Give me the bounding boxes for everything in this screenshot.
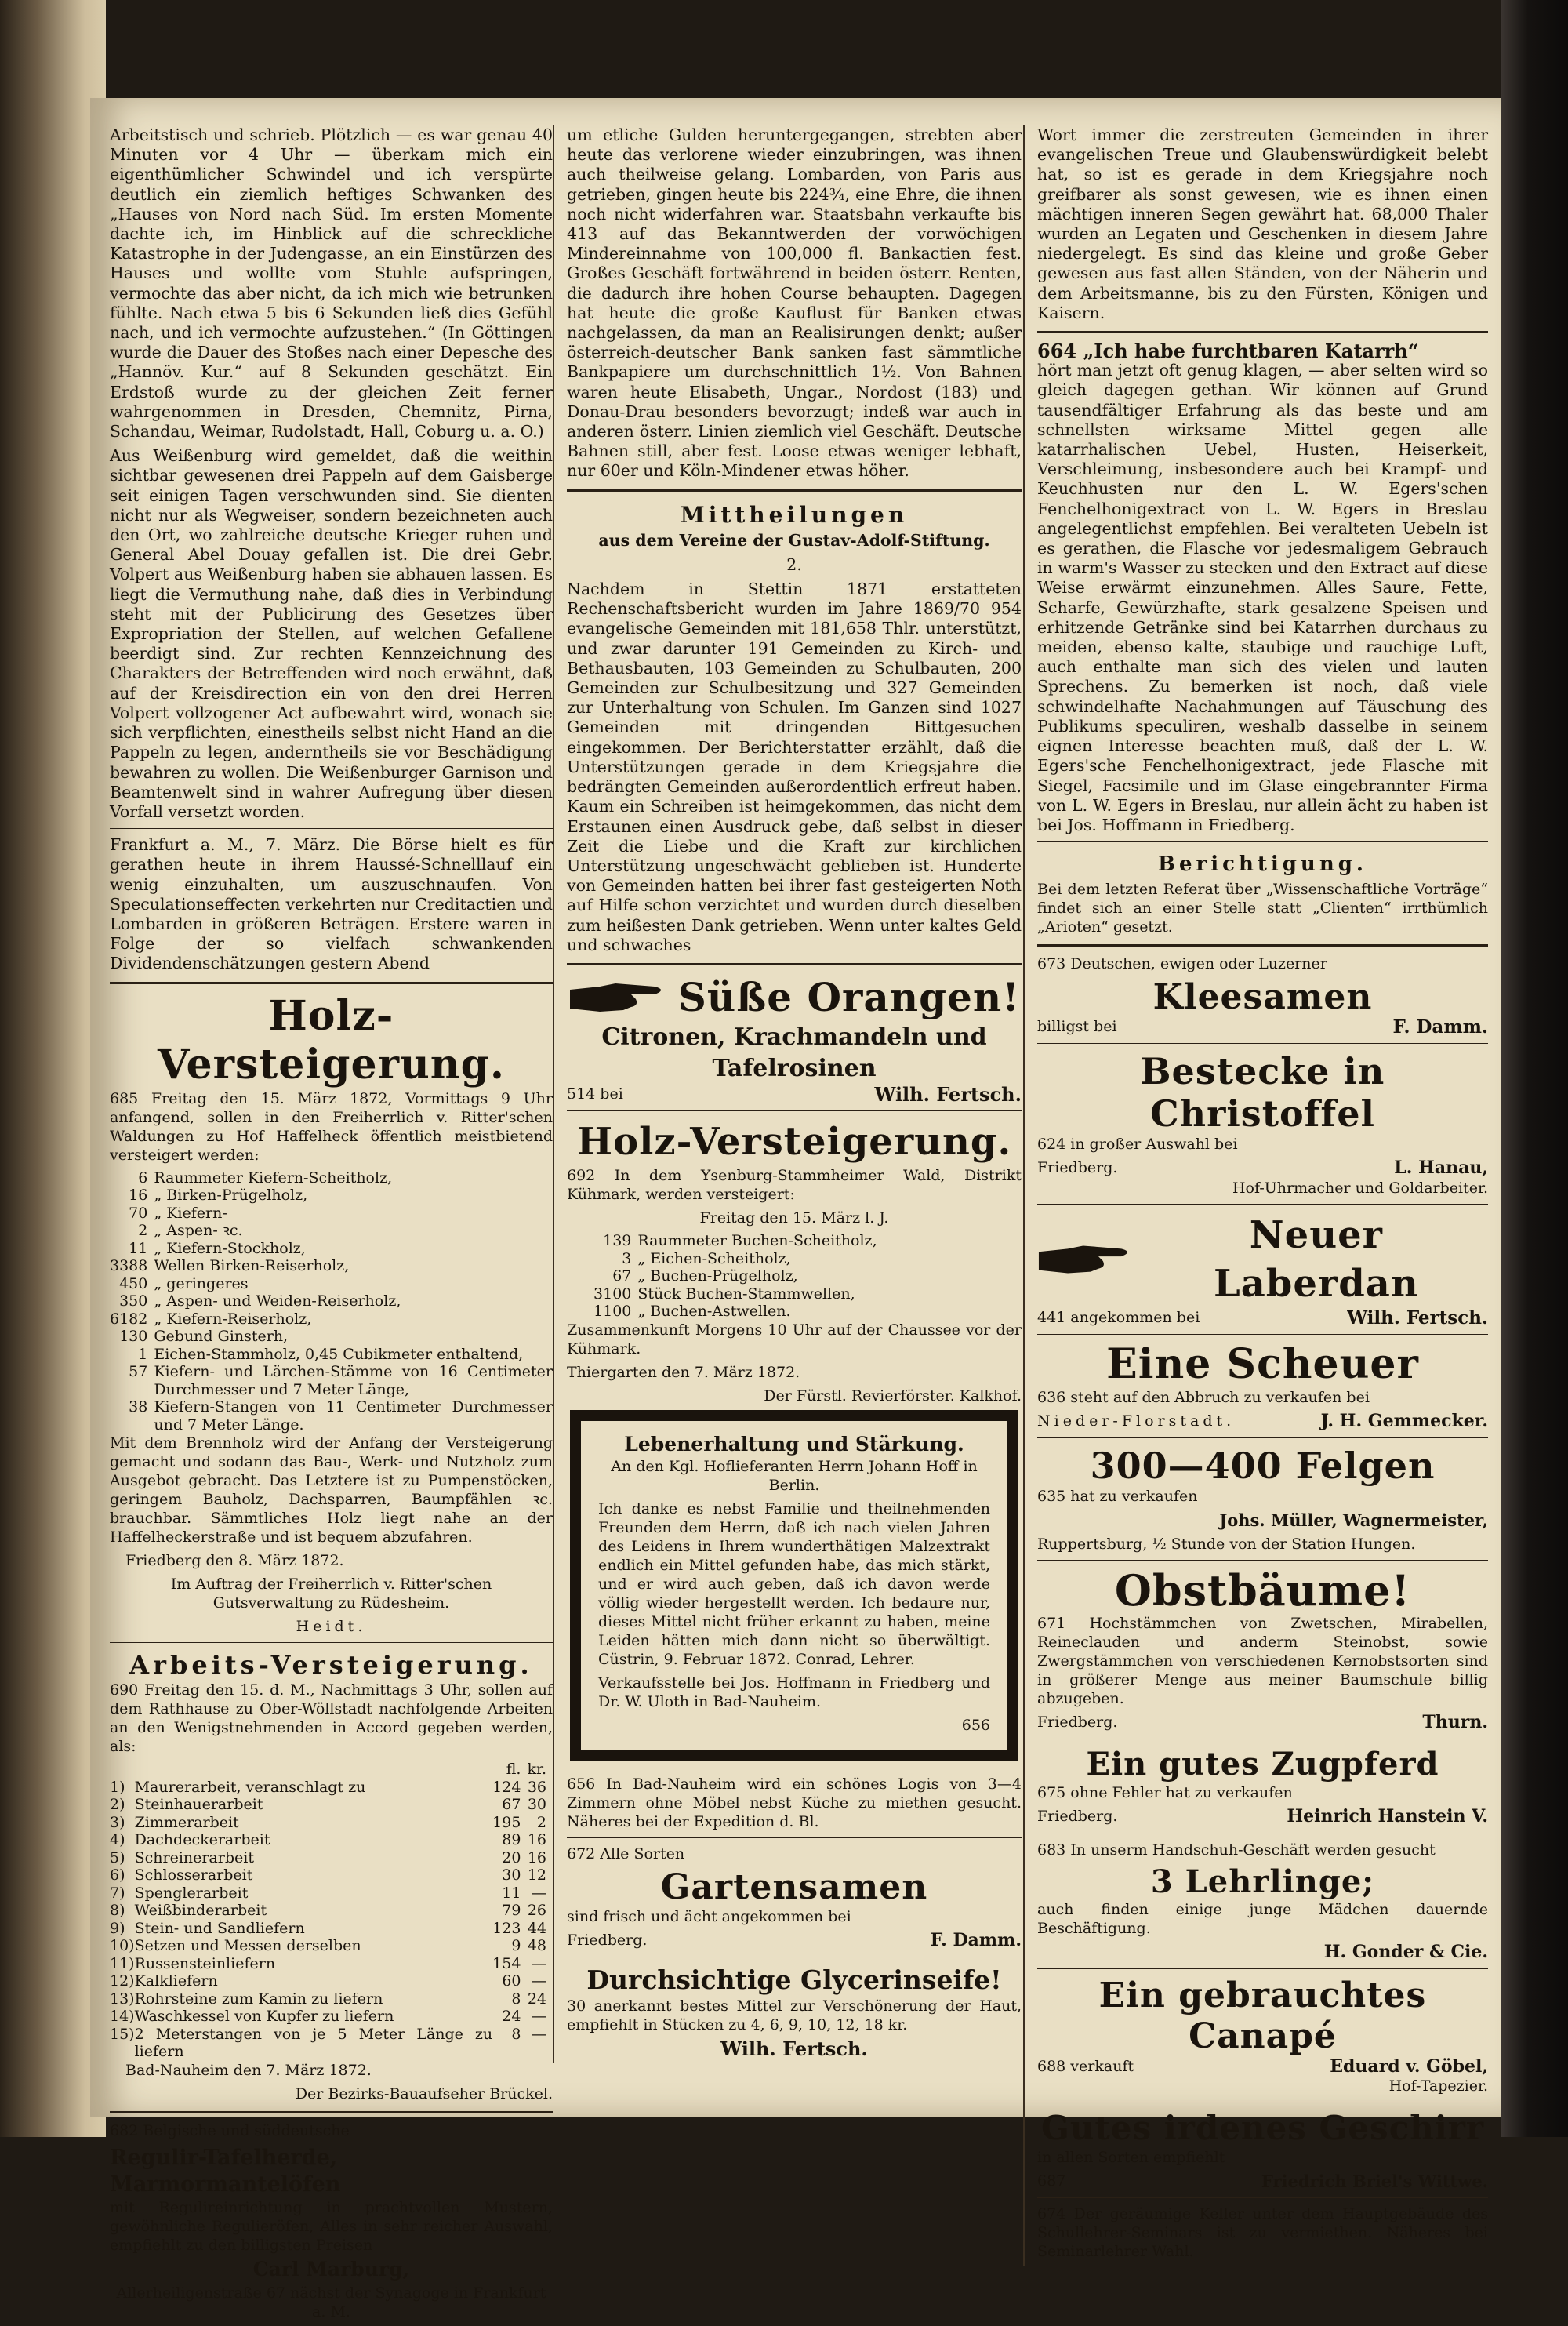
arbeits-item-cell: 8 [511,2025,521,2043]
arbeits-item-cell: 4) [110,1831,125,1849]
holz2-item-row [567,1303,1022,1321]
arbeits-item-cell: 79 [502,1902,521,1920]
arbeits-signature: Der Bezirks-Bauaufseher Brückel. [295,2084,553,2102]
arbeits-item-cell: Zimmerarbeit [134,1813,239,1831]
arbeits-item-cell: 48 [527,1937,546,1955]
mitth-heading: Mittheilungen [680,501,909,528]
col-head-fl: fl. [506,1761,521,1779]
arbeits-item-cell: 11 [502,1884,521,1902]
arbeits-item-row [110,1972,553,1990]
arbeits-item-cell: Schlosserarbeit [134,1866,253,1884]
lehr-text: auch finden einige junge Mädchen dauernde Beschäftigung. [1037,1900,1488,1937]
holz2-item-cell: 1100 [593,1303,632,1321]
divider [567,1110,1022,1111]
klee-pre: 673 Deutschen, ewigen oder Luzerner [1037,955,1327,973]
arbeits-item-row [110,1955,553,1973]
holz2-item-cell: 3100 [593,1285,632,1303]
mitth-subheading: aus dem Vereine der Gustav-Adolf-Stiftung. [598,530,990,550]
holz2-item-cell: „ Eichen-Scheitholz, [637,1249,791,1267]
holz2-list [567,1232,1022,1321]
felgen-text: 635 hat zu verkaufen [1037,1487,1198,1505]
holz-item-cell: „ Aspen- und Weiden-Reiserholz, [154,1292,401,1310]
regulir-address: Allerheiligenstraße 67 nächst der Synagoge in Frankfurt a. M. [116,2284,546,2321]
obst-heading: Obstbäume! [1114,1565,1411,1616]
divider [110,1642,553,1643]
holz-item-cell: 6182 [110,1310,148,1328]
holz2-item-row [567,1250,1022,1268]
holz2-item-cell: „ Buchen-Astwellen. [637,1303,791,1321]
garten-text: sind frisch und ächt angekommen bei [567,1907,851,1925]
arbeits-item-cell: 5) [110,1848,125,1866]
holz2-item-cell: Stück Buchen-Stammwellen, [637,1285,855,1303]
holz-item-cell: Eichen-Stammholz, 0,45 Cubikmeter enthaltend, [154,1345,524,1363]
col-head-kr: kr. [527,1761,546,1779]
holz-intro: 685 Freitag den 15. März 1872, Vormittags 9 Uhr anfangend, sollen in den Freiherrlich v. Ritter'schen Waldungen zu Hof Haffelheck öffentlich meistbietend versteigert werden: [110,1089,553,1164]
bestecke-signature: L. Hanau, [1394,1158,1488,1179]
divider [110,828,553,829]
arbeits-item-cell: 16 [527,1848,546,1866]
holz-item-cell: Gebund Ginsterh, [154,1328,289,1346]
arbeits-item-cell: — [532,2008,546,2026]
canape-footer [1037,2057,1488,2077]
obst-place: Friedberg. [1037,1714,1118,1732]
arbeits-item-cell: 11) [110,1954,135,1972]
regulir-text: mit Regulireinrichtung in prachtvollen Mustern, gewöhnliche Regulieröfen, Alles in sehr reicher Auswahl, empfiehlt zu den billigsten Preisen [110,2198,553,2254]
arbeits-item-cell: 3) [110,1813,125,1831]
arbeits-item-cell: Schreinerarbeit [134,1848,254,1866]
arbeits-table [110,1761,553,2061]
holz-date: Friedberg den 8. März 1872. [125,1552,344,1570]
klee-footer [1037,1017,1488,1037]
mitth-text: Nachdem in Stettin 1871 erstatteten Rechenschaftsbericht wurden im Jahre 1869/70 954 evangelische Gemeinden mit 181,658 Thlr. unterstützt, und zwar darunter 191 Gemeinden zu Kirch- und Bethausbauten, 103 Gemeinden zu Schulbauten, 200 Gemeinden zur Schulbesitzung und 327 Gemeinden zur Unterhaltung von Schulen. Im Ganzen sind 1027 Gemeinden mit dringenden Bittgesuchen eingekommen. Der Berichterstatter erzählt, daß die Unterstützungen gerade in dem Kriegsjahre die bedrängten Gemeinden außerordentlich erfreut haben. Kaum ein Schreiben ist heimgekommen, das nicht dem Erstaunen einen Ausdruck gebe, daß selbst in dieser Zeit die Liebe und die Kraft zur kirchlichen Unterstützung ungeschwächt geblieben ist. Hunderte von Gemeinden hatten bei ihrer fast gesteigerten Noth auf Hilfe schon verzichtet und wurden durch dieselben zum heißesten Dank getrieben. Wenn unter kaltes Geld und schwaches [567,580,1022,954]
divider [1037,944,1488,947]
obst-text: 671 Hochstämmchen von Zwetschen, Mirabellen, Reineclauden und anderm Steinobst, sowie Zwergstämmchen von verschiedenen Kernobstsorten sind in größerer Menge aus meiner Baumschule billig abzugeben. [1037,1615,1488,1708]
arbeits-item-cell: Kalkliefern [134,1972,218,1990]
klee-text: billigst bei [1037,1018,1117,1036]
holz-item-cell: 57 [129,1363,148,1381]
divider [1037,841,1488,842]
arbeits-item-cell: 10) [110,1937,135,1955]
arbeits-date: Bad-Nauheim den 7. März 1872. [125,2061,372,2079]
divider [567,963,1022,965]
book-cover-edge [1501,0,1568,2137]
holz2-heading: Holz-Versteigerung. [576,1120,1012,1165]
arbeits-item-cell: 124 [492,1778,521,1796]
holz2-signature: Der Fürstl. Revierförster. Kalkhof. [764,1387,1022,1405]
geschirr-heading: Gutes irdenes Geschirr [1040,2108,1485,2147]
holz-item-row [110,1275,553,1293]
arbeits-item-cell: Waschkessel von Kupfer zu liefern [134,2008,394,2026]
arbeits-item-cell: 8) [110,1902,125,1920]
holz-signature-name: Heidt. [296,1618,367,1636]
arbeits-item-row [110,1937,553,1955]
bestecke-place: Friedberg. [1037,1159,1118,1177]
holz-item-row [110,1346,553,1364]
bestecke-signature-2: Hof-Uhrmacher und Goldarbeiter. [1232,1179,1488,1197]
arbeits-item-cell: Setzen und Messen derselben [134,1937,361,1955]
arbeits-item-cell: — [532,1884,546,1902]
arbeits-item-row [110,1779,553,1797]
arbeits-item-row [110,2008,553,2026]
orangen-signature: Wilh. Fertsch. [874,1082,1022,1106]
bericht-text: Bei dem letzten Referat über „Wissenschaftliche Vorträge“ findet sich an einer Stelle statt „Clienten“ irrthümlich „Arioten“ gesetzt. [1037,881,1488,936]
holz2-item-cell: „ Buchen-Prügelholz, [637,1267,798,1285]
bestecke-text: 624 in großer Auswahl bei [1037,1136,1238,1154]
canape-heading: Ein gebrauchtes Canapé [1098,1975,1427,2056]
holz-signature: Im Auftrag der Freiherrlich v. Ritter'schen Gutsverwaltung zu Rüdesheim. [170,1576,492,1612]
canape-text: 688 verkauft [1037,2057,1134,2075]
divider [567,489,1022,492]
logis-ad: 656 In Bad-Nauheim wird ein schönes Logis von 3—4 Zimmern ohne Möbel nebst Küche zu miethen gesucht. Näheres bei der Expedition d. Bl. [567,1775,1022,1830]
arbeits-item-row [110,1814,553,1832]
holz-item-cell: 38 [129,1398,148,1416]
leben-sale: Verkaufsstelle bei Jos. Hoffmann in Friedberg und Dr. W. Uloth in Bad-Nauheim. [598,1674,990,1710]
orangen-header [567,973,1022,1022]
arbeits-item-row [110,1884,553,1903]
arbeits-item-row [110,1902,553,1920]
regulir-name: Carl Marburg, [252,2257,410,2281]
seife-heading: Durchsichtige Glycerinseife! [586,1964,1002,1995]
arbeits-item-cell: Stein- und Sandliefern [134,1919,305,1937]
holz-item-cell: 6 [138,1168,148,1187]
mitth-number: 2. [786,554,802,574]
arbeits-item-cell: 1) [110,1778,125,1796]
holz-item-cell: „ Kiefern-Reiserholz, [154,1310,312,1328]
holz-item-row [110,1187,553,1205]
holz-item-cell: „ geringeres [154,1274,249,1292]
arbeits-item-cell: 36 [527,1778,546,1796]
divider [1037,1968,1488,1969]
holz-text: Mit dem Brennholz wird der Anfang der Versteigerung gemacht und sodann das Bau-, Werk- und Nutzholz zum Ausgebot gebracht. Das Letztere ist zu Pumpenstöcken, geringem Bauholz, Dachsparren, Baumpfählen ꝛc. brauchbar. Sämmtliches Holz liegt nahe an der Haffelheckerstraße und ist bequem abzufahren. [110,1434,553,1546]
orangen-footer [567,1082,1022,1106]
canape-signature: Eduard v. Göbel, [1330,2055,1488,2077]
arbeits-item-cell: Rohrsteine zum Kamin zu liefern [134,1990,383,2008]
column-3 [1023,125,1488,2266]
arbeits-item-cell: 24 [527,1990,546,2008]
newspaper-page [90,98,1501,2321]
katarrh-text: hört man jetzt oft genug klagen, — aber selten wird so gleich dagegen gethan. Wir können auf Grund tausendfältiger Erfahrung als das beste und am schnellsten wirksame Mittel gegen alle katarrhalischen Uebel, Husten, Heiserkeit, Verschleimung, insbesondere auch bei Krampf- und Keuchhusten nur den L. W. Egers'schen Fenchelhonigextract von L. W. Egers in Breslau angelegentlichst empfehlen. Bei veralteten Uebeln ist es gerathen, die Flasche vor jedesmaligem Gebrauch in warm's Wasser zu stecken und den Extract auf diese Weise erwärmt einzunehmen. Alles Saure, Fette, Scharfe, Gewürzhafte, stark gesalzene Speisen und erhitzende Getränke sind bei Katarrhen durchaus zu meiden, ebenso kalte, staubige und rauchige Luft, auch enthalte man sich des vielen und lauten Sprechens. Zu bemerken ist noch, daß viele schwindelhafte Nachahmungen auf Täuschung des Publikums speculiren, weshalb dasselbe in seinem eignen Interesse beachten muß, daß der L. W. Egers'sche Fenchelhonigextract, jede Flasche mit Siegel, Facsimile und im Glase eingebrannter Firma von L. W. Egers in Breslau, nur allein ächt zu haben ist bei Jos. Hoffmann in Friedberg. [1037,361,1488,834]
katarrh-heading: 664 „Ich habe furchtbaren Katarrh“ [1037,340,1419,363]
holz2-item-row [567,1267,1022,1285]
arbeits-item-cell: 8 [511,1990,521,2008]
arbeits-item-row [110,2026,553,2061]
holz-item-cell: Raummeter Kiefern-Scheitholz, [154,1168,393,1187]
holz2-item-cell: 3 [622,1249,632,1267]
holz2-date: Thiergarten den 7. März 1872. [567,1363,800,1381]
arbeits-item-row [110,1849,553,1867]
boerse-article: um etliche Gulden heruntergegangen, strebten aber heute das verlorene wieder einzubringen, was ihnen auch theilweise gelang. Lombarden, von Paris aus getrieben, gingen heute bis 224¾, eine Ehre, die ihnen noch nicht widerfahren war. Staatsbahn verkaufte bis 413 auf das Bekanntwerden der vorwöchigen Mindereinnahme von 100,000 fl. Bankactien fest. Großes Geschäft fortwährend in beiden österr. Renten, die dadurch ihre hohen Course behaupten. Dagegen hat heute die große Kauflust für Banken etwas nachgelassen, da man an Realisirungen denkt; außer österreich-deutscher Bank sanken fast sämmtliche Bankpapiere um durchschnittlich 1½. Von Bahnen waren heute Elisabeth, Ungar., Nordost (183) und Donau-Drau besonders bevorzugt; indeß war auch in anderen österr. Linien ziemlich viel Geschäft. Deutsche Bahnen still, aber fest. Loose etwas weniger lebhaft, nur 60er und Köln-Mindener etwas höher. [567,125,1022,481]
arbeits-item-cell: Russensteinliefern [134,1954,276,1972]
arbeits-item-cell: Maurerarbeit, veranschlagt zu [134,1778,366,1796]
arbeits-item-cell: — [532,1972,546,1990]
arbeits-item-cell: 26 [527,1902,546,1920]
column-1 [110,125,553,2326]
arbeits-item-cell: Steinhauerarbeit [134,1796,263,1814]
zug-heading: Ein gutes Zugpferd [1086,1746,1439,1783]
arbeits-item-cell: 20 [502,1848,521,1866]
arbeits-item-cell: 9 [511,1937,521,1955]
arbeits-item-cell: 67 [502,1796,521,1814]
column-2 [553,125,1022,2063]
leben-number: 656 [961,1716,990,1734]
holz-item-cell: 16 [129,1187,148,1205]
keller-ad: 674 Der geräumige Keller unter dem Hauptgebäude des Schullehrer-Seminars ist zu vermiethen. Näheres bei Seminarlehrer Wahl. [1037,2205,1488,2261]
divider [110,2111,553,2113]
holz-item-cell: „ Birken-Prügelholz, [154,1187,308,1205]
divider [110,982,553,984]
felgen-place: Ruppertsburg, ½ Stunde von der Station Hungen. [1037,1536,1416,1554]
klee-heading: Kleesamen [1152,977,1373,1018]
regulir-pre: 682 Belgische und süddeutsche [110,2121,350,2139]
holz-item-cell: „ Kiefern- [154,1204,227,1222]
pointing-hand-icon [1037,1241,1137,1278]
holz-item-row [110,1363,553,1398]
scheuer-heading: Eine Scheuer [1106,1339,1419,1388]
divider [1037,1043,1488,1044]
geschirr-signature: Friedrich Briel's Wittwe. [1261,2171,1488,2191]
arbeits-item-cell: 14) [110,2008,135,2026]
bericht-heading: Berichtigung. [1158,852,1367,877]
holz-item-row [110,1169,553,1187]
holz2-item-cell: Raummeter Buchen-Scheitholz, [637,1232,877,1250]
holz-item-cell: 70 [129,1204,148,1222]
holz-item-row [110,1292,553,1310]
zug-text: 675 ohne Fehler hat zu verkaufen [1037,1784,1293,1802]
arbeits-item-cell: Spenglerarbeit [134,1884,249,1902]
regulir-heading: Regulir-Tafelherde, Marmormantelöfen [110,2145,341,2197]
arbeits-item-row [110,1920,553,1938]
divider [1037,1560,1488,1561]
holz2-date-line: Freitag den 15. März l. J. [699,1209,889,1227]
laberdan-footer [1037,1308,1488,1328]
scheuer-signature: J. H. Gemmecker. [1320,1410,1488,1431]
holz-item-cell: „ Aspen- ꝛc. [154,1222,243,1240]
orangen-subheading: Citronen, Krachmandeln und Tafelrosinen [601,1023,987,1082]
holz-item-row [110,1205,553,1223]
arbeits-item-cell: 12 [527,1866,546,1884]
holz-item-cell: 450 [119,1274,148,1292]
bestecke-heading: Bestecke in Christoffel [1140,1050,1385,1136]
arbeits-item-cell: Weißbinderarbeit [134,1902,267,1920]
divider [1037,2197,1488,2198]
laberdan-heading: Neuer Laberdan [1213,1212,1419,1306]
arbeits-item-cell: 15) [110,2025,135,2043]
arbeits-item-row [110,1831,553,1849]
arbeits-item-row [110,1990,553,2008]
zug-footer [1037,1807,1488,1826]
holz-item-row [110,1310,553,1328]
holz-item-cell: 3388 [110,1257,148,1275]
divider [567,1837,1022,1838]
canape-signature-2: Hof-Tapezier. [1388,2077,1488,2095]
arbeits-item-cell: 123 [492,1919,521,1937]
arbeits-item-cell: Dachdeckerarbeit [134,1831,270,1849]
lehr-pre: 683 In unserm Handschuh-Geschäft werden gesucht [1037,1841,1436,1859]
divider [1037,331,1488,333]
obst-signature: Thurn. [1422,1712,1488,1733]
felgen-signature: Johs. Müller, Wagnermeister, [1219,1510,1488,1530]
leben-heading: Lebenerhaltung und Stärkung. [624,1432,964,1456]
holz2-item-row [567,1232,1022,1250]
holz-item-row [110,1222,553,1240]
arbeits-item-cell: 2 Meterstangen von je 5 Meter Länge zu liefern [134,2025,493,2061]
holz2-intro: 692 In dem Ysenburg-Stammheimer Wald, Distrikt Kühmark, werden versteigert: [567,1167,1022,1204]
holz-item-cell: 1 [138,1345,148,1363]
pointing-hand-icon [568,979,670,1016]
arbeits-item-cell: 12) [110,1972,135,1990]
garten-place: Friedberg. [567,1931,648,1949]
arbeits-item-cell: 24 [502,2008,521,2026]
garten-pre: 672 Alle Sorten [567,1844,685,1863]
geschirr-footer [1037,2172,1488,2191]
holz-item-cell: Kiefern- und Lärchen-Stämme von 16 Centimeter Durchmesser und 7 Meter Länge, [154,1363,553,1398]
geschirr-text: in allen Sorten empfiehlt [1037,2148,1225,2166]
holz-heading: Holz-Versteigerung. [157,991,506,1088]
arbeits-intro: 690 Freitag den 15. d. M., Nachmittags 3 Uhr, sollen auf dem Rathhause zu Ober-Wöllstadt nachfolgende Arbeiten an den Wenigstnehmenden in Accord gegeben werden, als: [110,1681,553,1756]
obst-footer [1037,1713,1488,1732]
gemeinden-article: Wort immer die zerstreuten Gemeinden in ihrer evangelischen Treue und Glaubenswürdigkeit belebt hat, so ist es gerade in dem Kriegsjahre noch greifbarer als sonst gewesen, wie es ihnen einen mächtigen inneren Segen gewährt hat. 68,000 Thaler wurden an Legaten und Geschenken in diesem Jahre niedergelegt. Es sind das kleine und große Geber gewesen aus fast allen Ständen, von der Näherin und dem Arbeitsmanne, bis zu den Fürsten, Königen und Kaisern. [1037,125,1488,322]
zug-signature: Heinrich Hanstein V. [1287,1806,1488,1827]
holz-item-cell: 2 [138,1222,148,1240]
arbeits-item-cell: 6) [110,1866,125,1884]
holz2-text: Zusammenkunft Morgens 10 Uhr auf der Chaussee vor der Kühmark. [567,1321,1022,1357]
arbeits-item-cell: 89 [502,1831,521,1849]
weissenburg-article: Aus Weißenburg wird gemeldet, daß die weithin sichtbar gewesenen drei Pappeln auf dem Gaisberge seit einigen Tagen verschwunden sind. Sie dienten nicht nur als Wegweiser, sondern bezeichneten auch den Ort, wo zahlreiche deutsche Krieger ruhen und General Abel Douay gefallen ist. Die drei Gebr. Volpert aus Weißenburg haben sie abhauen lassen. Es liegt die Vermuthung nahe, daß dies in Verbindung steht mit der Publicirung des Gesetzes über Expropriation der Stellen, auf welchen Gefallene beerdigt sind. Zur rechten Kennzeichnung des Charakters der Betreffenden wird noch erwähnt, daß auf der Kreisdirection ein von den drei Herren Volpert vollzogener Act aufbewahrt wird, wonach sie sich verpflichten, einestheils selbst nicht Hand an die Pappeln zu legen, anderntheils sie vor Beschädigung bewahren zu wollen. Die Weißenburger Garnison und Beamtenwelt sind in wahrer Aufregung über diesen Vorfall versetzt worden. [110,446,553,821]
arbeits-item-cell: 60 [502,1972,521,1990]
lehr-heading: 3 Lehrlinge; [1150,1863,1375,1900]
malzextrakt-ad-frame [570,1410,1018,1761]
lehr-signature: H. Gonder & Cie. [1323,1941,1488,1962]
arbeits-item-cell: 30 [502,1866,521,1884]
klee-signature: F. Damm. [1392,1016,1488,1038]
earthquake-article: Arbeitstisch und schrieb. Plötzlich — es war genau 40 Minuten vor 4 Uhr — überkam mich ein eigenthümlicher Schwindel und ich verspürte deutlich ein ziemlich heftiges Schwanken des „Hauses von Nord nach Süd. Im ersten Momente dachte ich, im Hinblick auf die schreckliche Katastrophe in der Judengasse, an ein Einstürzen des Hauses und wollte vom Stuhle aufspringen, vermochte das aber nicht, da ich mich wie betrunken fühlte. Nach etwa 5 bis 6 Sekunden ließ dies Gefühl nach, und ich vermochte aufzustehen.“ (In Göttingen wurde die Dauer des Stoßes nach einer Depesche des „Hannöv. Kur.“ auf 8 Sekunden geschätzt. Ein Erdstoß wurde zu der gleichen Zeit ferner wahrgenommen in Dresden, Chemnitz, Pirna, Schandau, Weimar, Rudolstadt, Hall, Coburg u. a. O.) [110,125,553,442]
garten-signature: F. Damm. [930,1929,1022,1950]
divider [1037,1204,1488,1205]
holz-item-row [110,1328,553,1346]
garten-footer [567,1931,1022,1950]
arbeits-item-cell: 16 [527,1831,546,1849]
arbeits-item-cell: 9) [110,1919,125,1937]
laberdan-signature: Wilh. Fertsch. [1347,1307,1488,1328]
frankfurt-article: Frankfurt a. M., 7. März. Die Börse hielt es für gerathen heute in ihrem Haussé-Schnelllauf ein wenig einzuhalten, um auszuschnaufen. Von Speculationseffecten verkehrten nur Creditactien und Lombarden in größeren Beträgen. Erstere waren in Folge der so vielfach schwankenden Dividendenschätzungen gestern Abend [110,835,553,973]
holz-item-cell: Wellen Birken-Reiserholz, [154,1257,350,1275]
holz-item-cell: 11 [129,1239,148,1257]
holz2-item-cell: 67 [612,1267,632,1285]
divider [1037,1437,1488,1438]
arbeits-item-cell: — [532,2025,546,2043]
garten-heading: Gartensamen [660,1866,928,1907]
arbeits-item-row [110,1796,553,1814]
laberdan-header [1037,1211,1488,1308]
seife-signature: Wilh. Fertsch. [720,2037,868,2060]
orangen-heading: Süße Orangen! [677,973,1021,1020]
leben-recipient: An den Kgl. Hoflieferanten Herrn Johann Hoff in Berlin. [611,1457,978,1494]
arbeits-item-row [110,1866,553,1884]
holz-item-row [110,1257,553,1275]
scheuer-text: 636 steht auf den Abbruch zu verkaufen bei [1037,1388,1370,1406]
divider [1037,1334,1488,1335]
holz-item-row [110,1398,553,1434]
arbeits-item-cell: 30 [527,1796,546,1814]
holz-item-cell: 130 [119,1328,148,1346]
holz-item-cell: Kiefern-Stangen von 11 Centimeter Durchmesser und 7 Meter Länge. [154,1398,553,1434]
scheuer-footer [1037,1412,1488,1431]
arbeits-item-cell: 2) [110,1796,125,1814]
holz2-item-cell: 139 [603,1232,632,1250]
bestecke-footer [1037,1158,1488,1178]
holz-list [110,1169,553,1434]
holz-item-cell: „ Kiefern-Stockholz, [154,1239,306,1257]
arbeits-item-cell: 154 [492,1954,521,1972]
arbeits-item-cell: 195 [492,1813,521,1831]
holz2-item-row [567,1285,1022,1303]
arbeits-item-cell: 13) [110,1990,135,2008]
arbeits-item-cell: — [532,1954,546,1972]
zug-place: Friedberg. [1037,1808,1118,1826]
leben-text: Ich danke es nebst Familie und theilnehmenden Freunden dem Herrn, daß ich nach vielen Jahren des Leidens in Ihrem wunderthätigen Malzextrakt endlich ein Mittel gefunden habe, das mich stärkt, und er wird auch geben, daß ich davon werde völlig wieder hergestellt werden. Ich bedaure nur, dieses Mittel nicht früher erkannt zu haben, meine Leiden hätten mich dann nicht so überwältigt. Cüstrin, 9. Februar 1872. Conrad, Lehrer. [598,1499,990,1668]
seife-text: 30 anerkannt bestes Mittel zur Verschönerung der Haut, empfiehlt in Stücken zu 4, 6, 9, 10, 12, 18 kr. [567,1997,1022,2033]
arbeits-item-cell: 2 [536,1813,546,1831]
arbeits-item-cell: 7) [110,1884,125,1902]
arbeits-item-cell: 44 [527,1919,546,1937]
orangen-number: 514 bei [567,1085,623,1103]
geschirr-number: 687 [1037,2172,1066,2190]
holz-item-cell: 350 [119,1292,148,1310]
arbeits-heading: Arbeits-Versteigerung. [129,1650,533,1681]
felgen-heading: 300—400 Felgen [1090,1444,1436,1487]
scheuer-place: Nieder-Florstadt. [1037,1412,1236,1430]
holz-item-row [110,1240,553,1258]
laberdan-text: 441 angekommen bei [1037,1308,1200,1326]
